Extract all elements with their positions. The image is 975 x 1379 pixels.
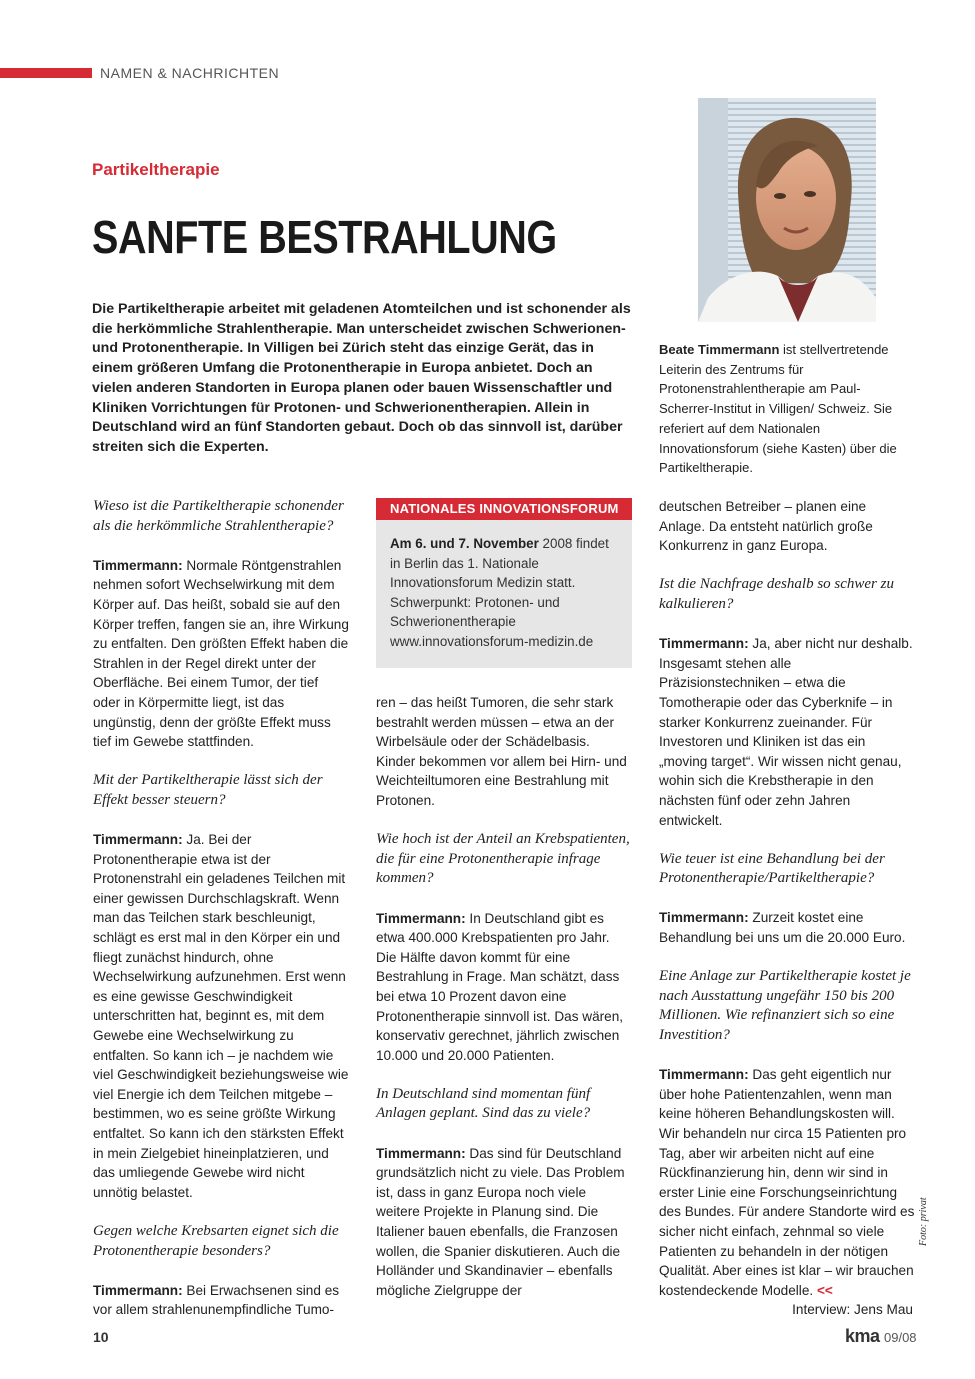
interview-answer bbox=[376, 909, 632, 1066]
speaker-label: Timmermann: bbox=[659, 910, 749, 926]
section-label: NAMEN & NACHRICHTEN bbox=[100, 65, 280, 81]
speaker-label: Timmermann: bbox=[376, 910, 466, 926]
caption-name: Beate Timmermann bbox=[659, 342, 780, 357]
photo-caption bbox=[659, 340, 909, 478]
interview-question: Ist die Nachfrage deshalb so schwer zu kalkulieren? bbox=[659, 576, 894, 612]
interview-answer bbox=[376, 1144, 632, 1301]
interview-question: In Deutschland sind momentan fünf Anlagen geplant. Sind das zu viele? bbox=[376, 1085, 591, 1122]
answer-continuation: ren – das heißt Tumoren, die sehr stark bestrahlt werden müssen – etwa an der Wirbelsäule oder der Schädelbasis. Kinder bekommen vor allem bei Hirn- und Weichteiltumoren eine Bestrahlung mit Protonen. bbox=[376, 695, 627, 808]
article-column-1 bbox=[93, 497, 349, 1320]
answer-text: Zurzeit kostet eine Behandlung bei uns um die 20.000 Euro. bbox=[659, 910, 906, 946]
answer-text: In Deutschland gibt es etwa 400.000 Krebspatienten pro Jahr. Die Hälfte davon kommt für eine Bestrahlung in Frage. Man schätzt, dass bei etwa 10 Prozent davon eine Protonentherapie sinnvoll ist. Das wären, konservativ gerechnet, jährlich zwischen 10.000 und 20.000 Patienten. bbox=[376, 910, 624, 1063]
speaker-label: Timmermann: bbox=[659, 1067, 749, 1083]
interview-question: Gegen welche Krebsarten eignet sich die Protonentherapie besonders? bbox=[93, 1222, 339, 1259]
info-box-title: NATIONALES INNOVATIONSFORUM bbox=[376, 498, 632, 520]
interview-credit: Interview: Jens Mau bbox=[792, 1302, 913, 1318]
info-box-body bbox=[376, 520, 632, 652]
article-column-2 bbox=[376, 693, 632, 1300]
interview-question: Wie hoch ist der Anteil an Krebspatienten, die für eine Protonentherapie infrage kommen? bbox=[376, 831, 630, 887]
answer-continuation: deutschen Betreiber – planen eine Anlage. Da entsteht natürlich große Konkurrenz in ganz Europa. bbox=[659, 499, 873, 554]
info-box-text: 2008 findet in Berlin das 1. Nationale Innovationsforum Medizin statt. bbox=[390, 536, 609, 591]
photo-credit: Foto: privat bbox=[918, 1197, 929, 1246]
answer-text: Ja. Bei der Protonentherapie etwa ist der Protonenstrahl ein geladenes Teilchen mit einer gewissen Durchschlagskraft. Wenn man das Teilchen stark beschleunigt, schlägt es erst mal in den Körper ein und fliegt zunächst hindurch, ohne Wechselwirkung aufzunehmen. Erst wenn es eine gewisse Geschwindigkeit unterschritten hat, beginnt es, mit dem Gewebe eine Wechselwirkung zu entfalten. So kann ich – je nachdem wie viel Geschwindigkeit beziehungsweise wie viel Energie ich dem Teilchen mitgebe – bestimmen, wo es seine größte Wirkung entfaltet. So kann ich den stärksten Effekt in mein Zielgebiet hineinplatzieren, und das umliegende Gewebe wird nicht unnötig belastet. bbox=[93, 832, 349, 1200]
speaker-label: Timmermann: bbox=[376, 1145, 466, 1161]
speaker-label: Timmermann: bbox=[659, 636, 749, 652]
interview-answer bbox=[659, 634, 915, 830]
interview-question: Mit der Partikeltherapie lässt sich der Effekt besser steuern? bbox=[93, 772, 323, 808]
interview-answer bbox=[659, 1065, 915, 1320]
interview-question: Eine Anlage zur Partikeltherapie kostet je nach Ausstattung ungefähr 150 bis 200 Millionen. Wie refinanziert sich so eine Investition? bbox=[659, 968, 911, 1044]
article-kicker: Partikeltherapie bbox=[92, 160, 220, 179]
speaker-label: Timmermann: bbox=[93, 557, 183, 573]
end-mark: << bbox=[816, 1282, 833, 1298]
article-title: SANFTE BESTRAHLUNG bbox=[92, 211, 557, 263]
interview-question: Wie teuer ist eine Behandlung bei der Protonentherapie/Partikeltherapie? bbox=[659, 850, 885, 887]
article-column-3 bbox=[659, 497, 915, 1320]
info-box-date: Am 6. und 7. November bbox=[390, 536, 539, 551]
caption-text: ist stellvertretende Leiterin des Zentrums für Protonenstrahlentherapie am Paul-Scherrer-Institut in Villigen/ Schweiz. Sie referiert auf dem Nationalen Innovationsforum (siehe Kasten) über die Partikeltherapie. bbox=[659, 342, 897, 476]
answer-text: Normale Röntgenstrahlen nehmen sofort Wechselwirkung mit dem Körper auf. Das heißt, sobald sie auf den Körper treffen, fangen sie an, ihre Wirkung zu entfalten. Den größten Effekt haben die Strahlen in der Regel direkt unter der Oberfläche. Bei einem Tumor, der tief oder in Körpermitte liegt, ist das ungünstig, denn der größte Effekt muss tief im Gewebe stattfinden. bbox=[93, 557, 349, 750]
issue-number: 09/08 bbox=[884, 1330, 917, 1345]
info-box-focus: Schwerpunkt: Protonen- und Schwerionentherapie bbox=[390, 594, 560, 630]
interview-answer bbox=[93, 830, 349, 1202]
answer-text: Das geht eigentlich nur über hohe Patientenzahlen, wenn man keine höheren Behandlungskosten will. Wir behandeln nur circa 15 Patienten pro Tag, aber wir arbeiten nicht auf eine Rückfinanzierung hin, denn wir sind in erster Linie eine Forschungseinrichtung des Bundes. Für andere Standorte wird es sicher nicht einfach, zehnmal so viele Patienten zu behandeln in der nötigen Qualität. Aber eines ist klar – wir brauchen kostendeckende Modelle. bbox=[659, 1067, 915, 1298]
answer-text: Das sind für Deutschland grundsätzlich nicht zu viele. Das Problem ist, dass in ganz Europa noch viele weitere Projekte in Planung sind. Die Italiener bauen ebenfalls, die Franzosen wollen, die Spanier diskutieren. Auch die Holländer und Skandinavier – ebenfalls mögliche Zielgruppe der bbox=[376, 1145, 625, 1298]
interview-question: Wieso ist die Partikeltherapie schonender als die herkömmliche Strahlentherapie? bbox=[93, 498, 344, 534]
portrait-photo bbox=[698, 98, 876, 322]
page-number: 10 bbox=[93, 1329, 109, 1345]
section-color-bar bbox=[0, 68, 92, 78]
interview-answer bbox=[93, 556, 349, 752]
article-lead: Die Partikeltherapie arbeitet mit geladenen Atomteilchen und ist schonender als die herkömmliche Strahlentherapie. Man unterscheidet zwischen Schwerionen- und Protonentherapie. In Villigen bei Zürich steht das einzige Gerät, das in einem größeren Umfang die Protonentherapie in Europa anbietet. Doch an vielen anderen Standorten in Europa planen oder bauen Wissenschaftler und Kliniken Vorrichtungen für Protonen- und Schwerionentherapien. Allein in Deutschland wird an fünf Standorten gebaut. Doch ob das sinnvoll ist, darüber streiten sich die Experten. bbox=[92, 301, 631, 455]
answer-text: Bei Erwachsenen sind es vor allem strahlenunempfindliche Tumo- bbox=[93, 1282, 340, 1318]
interview-answer bbox=[93, 1281, 349, 1320]
answer-text: Ja, aber nicht nur deshalb. Insgesamt stehen alle Präzisionstechniken – etwa die Tomotherapie oder das Cyberknife – in starker Konkurrenz zueinander. Für Investoren und Kliniken ist das ein „moving target“. Wir wissen nicht genau, wohin sich die Krebstherapie in den nächsten fünf oder zehn Jahren entwickelt. bbox=[659, 636, 913, 828]
info-box bbox=[376, 498, 632, 668]
interview-answer bbox=[659, 908, 915, 947]
info-box-url[interactable]: www.innovationsforum-medizin.de bbox=[390, 633, 594, 649]
speaker-label: Timmermann: bbox=[93, 832, 183, 848]
magazine-logo: kma bbox=[845, 1326, 880, 1346]
speaker-label: Timmermann: bbox=[93, 1282, 183, 1298]
